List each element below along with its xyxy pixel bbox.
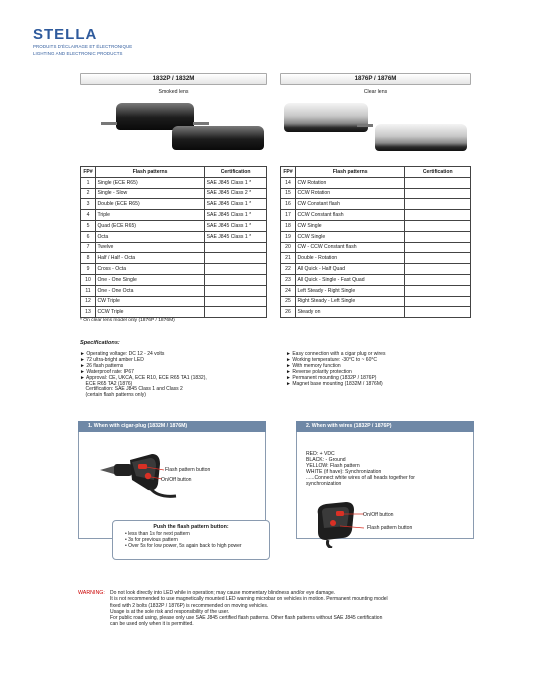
cert-cell: SAE J845 Class 1 * <box>205 231 267 242</box>
flash-table-left <box>80 166 267 318</box>
flash-table-right <box>280 166 471 318</box>
fp-cell: 15 <box>281 188 296 199</box>
table-row <box>281 231 471 242</box>
header-patterns: Flash patterns <box>295 167 404 178</box>
fp-cell: 19 <box>281 231 296 242</box>
cert-cell <box>205 296 267 307</box>
spec-item: ► Easy connection with a cigar plug or wires <box>286 351 386 357</box>
fp-cell: 13 <box>81 307 96 318</box>
cert-cell <box>405 307 471 318</box>
wire-item: YELLOW: Flash pattern <box>306 463 360 470</box>
table-row <box>81 242 267 253</box>
pattern-cell: Double - Rotation <box>295 253 404 264</box>
spec-item: ► Reverse polarity protection <box>286 368 352 375</box>
fp-cell: 23 <box>281 274 296 285</box>
header-fp: FP# <box>81 167 96 178</box>
table-header-row <box>281 167 471 178</box>
header-fp: FP# <box>281 167 296 178</box>
pattern-cell: Cross - Octa <box>95 264 204 275</box>
flash-pattern-button-label-1: Flash pattern button <box>165 467 211 473</box>
cert-cell: SAE J845 Class 1 * <box>205 177 267 188</box>
cert-cell <box>405 188 471 199</box>
wire-item: BLACK: - Ground <box>306 457 346 464</box>
table-row <box>81 220 267 231</box>
pattern-cell: Twelve <box>95 242 204 253</box>
spec-item: ► Magnet base mounting (1832M / 1876M) <box>286 380 383 387</box>
table-row <box>81 177 267 188</box>
cert-cell <box>405 199 471 210</box>
table-row <box>281 285 471 296</box>
pattern-cell: One - One Single <box>95 274 204 285</box>
wires-list <box>306 451 415 488</box>
spec-item: (certain flash patterns only) <box>80 392 146 399</box>
wire-item: ......Connect white wires of all heads together for <box>306 475 416 482</box>
table-row <box>281 264 471 275</box>
cert-cell <box>405 231 471 242</box>
cert-cell <box>405 264 471 275</box>
fp-cell: 9 <box>81 264 96 275</box>
table-row <box>81 296 267 307</box>
spec-item: ECE R65 TA2 (1876) <box>80 380 133 387</box>
brand-tagline-fr: PRODUITS D'ÉCLAIRAGE ET ÉLECTRONIQUE <box>33 44 133 49</box>
cert-cell <box>405 274 471 285</box>
pattern-cell: CCW Constant flash <box>295 210 404 221</box>
spec-item: ► Approval: CE, UKCA, ECE R10, ECE R65 TA1 (1832), <box>80 374 207 381</box>
fp-cell: 18 <box>281 220 296 231</box>
fp-cell: 2 <box>81 188 96 199</box>
pattern-cell: Steady on <box>295 307 404 318</box>
warning-label: WARNING: <box>78 590 105 596</box>
lens-label-left: Smoked lens <box>158 89 189 95</box>
warning-line: fixed with 2 bolts (1832P / 1876P) is recommended on moving vehicles. <box>110 602 269 609</box>
cert-cell <box>405 177 471 188</box>
push-title: Push the flash pattern button: <box>153 524 229 530</box>
pattern-cell: All Quick - Half Quad <box>295 264 404 275</box>
fp-cell: 24 <box>281 285 296 296</box>
flash-pattern-button-label-2: Flash pattern button <box>367 525 413 531</box>
table-row <box>81 199 267 210</box>
pattern-cell: CCW Single <box>295 231 404 242</box>
fp-cell: 5 <box>81 220 96 231</box>
pattern-cell: CW Constant flash <box>295 199 404 210</box>
fp-cell: 26 <box>281 307 296 318</box>
table-row <box>81 307 267 318</box>
fp-cell: 3 <box>81 199 96 210</box>
cert-cell <box>205 253 267 264</box>
cert-cell: SAE J845 Class 1 * <box>205 199 267 210</box>
wire-item: WHITE (if have): Synchronization <box>306 469 382 476</box>
warning-line: Usage is at the sole risk and responsibility of the user. <box>110 608 230 615</box>
cert-cell <box>405 242 471 253</box>
lens-label-right: Clear lens <box>363 89 388 95</box>
warning-text <box>110 590 388 628</box>
push-item: • 3s for previous pattern <box>125 537 178 544</box>
table-row <box>281 220 471 231</box>
pattern-cell: Quad (ECE R65) <box>95 220 204 231</box>
pattern-cell: Triple <box>95 210 204 221</box>
brand-tagline-en: LIGHTING AND ELECTRONIC PRODUCTS <box>33 50 123 56</box>
fp-cell: 1 <box>81 177 96 188</box>
flash-pattern-button-icon-2 <box>330 520 336 526</box>
table-row <box>281 210 471 221</box>
pattern-cell: Double (ECE R65) <box>95 199 204 210</box>
pattern-cell: Left Steady - Right Single <box>295 285 404 296</box>
spec-item: ► Permanent mounting (1832P / 1876P) <box>286 374 377 381</box>
table-header-row <box>81 167 267 178</box>
onoff-button-label-2: On/Off button <box>363 512 394 518</box>
cert-cell <box>205 285 267 296</box>
spec-item: ► Waterproof rate: IP67 <box>80 368 134 375</box>
table-row <box>281 274 471 285</box>
header-cert: Certification <box>405 167 471 178</box>
spec-item: ► Working temperature: -30°C to ~ 60°C <box>286 356 377 363</box>
table-row <box>281 199 471 210</box>
pattern-cell: Single - Slow <box>95 188 204 199</box>
cert-cell <box>405 296 471 307</box>
cert-cell <box>405 220 471 231</box>
brand-logo <box>33 26 132 56</box>
fp-cell: 21 <box>281 253 296 264</box>
fp-cell: 12 <box>81 296 96 307</box>
spec-item: ► 72 ultra-bright amber LED <box>80 356 144 363</box>
header-patterns: Flash patterns <box>95 167 204 178</box>
table-row <box>281 296 471 307</box>
cert-cell <box>205 307 267 318</box>
table-row <box>281 188 471 199</box>
push-item: • Over 5s for low power, 5s again back to high power <box>125 543 242 550</box>
section1-title: 1. When with cigar-plug (1832M / 1876M) <box>78 421 266 432</box>
onoff-button-label-1: On/Off button <box>161 477 192 483</box>
table-row <box>81 188 267 199</box>
clear-lens-note: * On clear lens model only (1876P / 1876M) <box>80 318 175 323</box>
fp-cell: 20 <box>281 242 296 253</box>
warning-line: It is not recommended to use magnetically mounted LED warning microbar on vehicles in motion. Permanent mounting model <box>110 596 388 603</box>
model-title-right: 1876P / 1876M <box>280 73 471 85</box>
warning-line: For public road using, please only use SAE J845 certified flash patterns. Other flash patterns without SAE J845 certification <box>110 615 383 622</box>
table-row <box>281 253 471 264</box>
table-row <box>281 177 471 188</box>
pattern-cell: Half / Half - Octa <box>95 253 204 264</box>
spec-item: Certification: SAE J845 Class 1 and Class 2 <box>80 386 183 393</box>
section2-title: 2. When with wires (1832P / 1876P) <box>296 421 474 432</box>
fp-cell: 17 <box>281 210 296 221</box>
brand-name: STELLA <box>33 26 98 43</box>
fp-cell: 16 <box>281 199 296 210</box>
table-row <box>81 274 267 285</box>
cert-cell <box>205 274 267 285</box>
table-row <box>81 210 267 221</box>
pattern-cell: Octa <box>95 231 204 242</box>
header-cert: Certification <box>205 167 267 178</box>
pattern-cell: CW - CCW Constant flash <box>295 242 404 253</box>
model-title-left: 1832P / 1832M <box>80 73 267 85</box>
cert-cell <box>205 242 267 253</box>
warning-line: Do not look directly into LED while in operation; may cause momentary blindness and/or eye damage. <box>110 590 336 596</box>
pattern-cell: CW Single <box>295 220 404 231</box>
pattern-cell: Single (ECE R65) <box>95 177 204 188</box>
pattern-cell: CW Rotation <box>295 177 404 188</box>
specs-list-right <box>286 352 385 387</box>
fp-cell: 7 <box>81 242 96 253</box>
spec-item: ► 26 flash patterns <box>80 362 124 369</box>
pattern-cell: One - One Octa <box>95 285 204 296</box>
push-item: • less than 1s for next pattern <box>125 531 190 537</box>
fp-cell: 25 <box>281 296 296 307</box>
fp-cell: 4 <box>81 210 96 221</box>
specs-title: Specifications: <box>80 340 120 346</box>
pattern-cell: Right Steady - Left Single <box>295 296 404 307</box>
fp-cell: 22 <box>281 264 296 275</box>
cert-cell: SAE J845 Class 2 * <box>205 188 267 199</box>
wire-item: RED: + VDC <box>306 451 335 457</box>
push-instructions-box <box>112 520 270 560</box>
wire-item: synchronization <box>306 481 342 488</box>
cert-cell <box>405 285 471 296</box>
push-list <box>125 531 269 549</box>
spec-item: ► Operating voltage: DC 12 - 24 volts <box>80 351 165 357</box>
table-row <box>81 253 267 264</box>
table-row <box>81 285 267 296</box>
table-row <box>81 231 267 242</box>
cert-cell <box>405 210 471 221</box>
warning-line: can be used only when it is permitted. <box>110 621 194 628</box>
fp-cell: 8 <box>81 253 96 264</box>
cert-cell <box>205 264 267 275</box>
fp-cell: 6 <box>81 231 96 242</box>
specs-list-left <box>80 352 207 399</box>
pattern-cell: CW Triple <box>95 296 204 307</box>
fp-cell: 10 <box>81 274 96 285</box>
pattern-cell: CCW Rotation <box>295 188 404 199</box>
table-row <box>281 242 471 253</box>
table-row <box>281 307 471 318</box>
spec-item: ► With memory function <box>286 362 341 369</box>
cert-cell: SAE J845 Class 1 * <box>205 210 267 221</box>
cert-cell: SAE J845 Class 1 * <box>205 220 267 231</box>
pattern-cell: All Quick - Single - Fast Quad <box>295 274 404 285</box>
table-row <box>81 264 267 275</box>
fp-cell: 14 <box>281 177 296 188</box>
fp-cell: 11 <box>81 285 96 296</box>
cert-cell <box>405 253 471 264</box>
pattern-cell: CCW Triple <box>95 307 204 318</box>
